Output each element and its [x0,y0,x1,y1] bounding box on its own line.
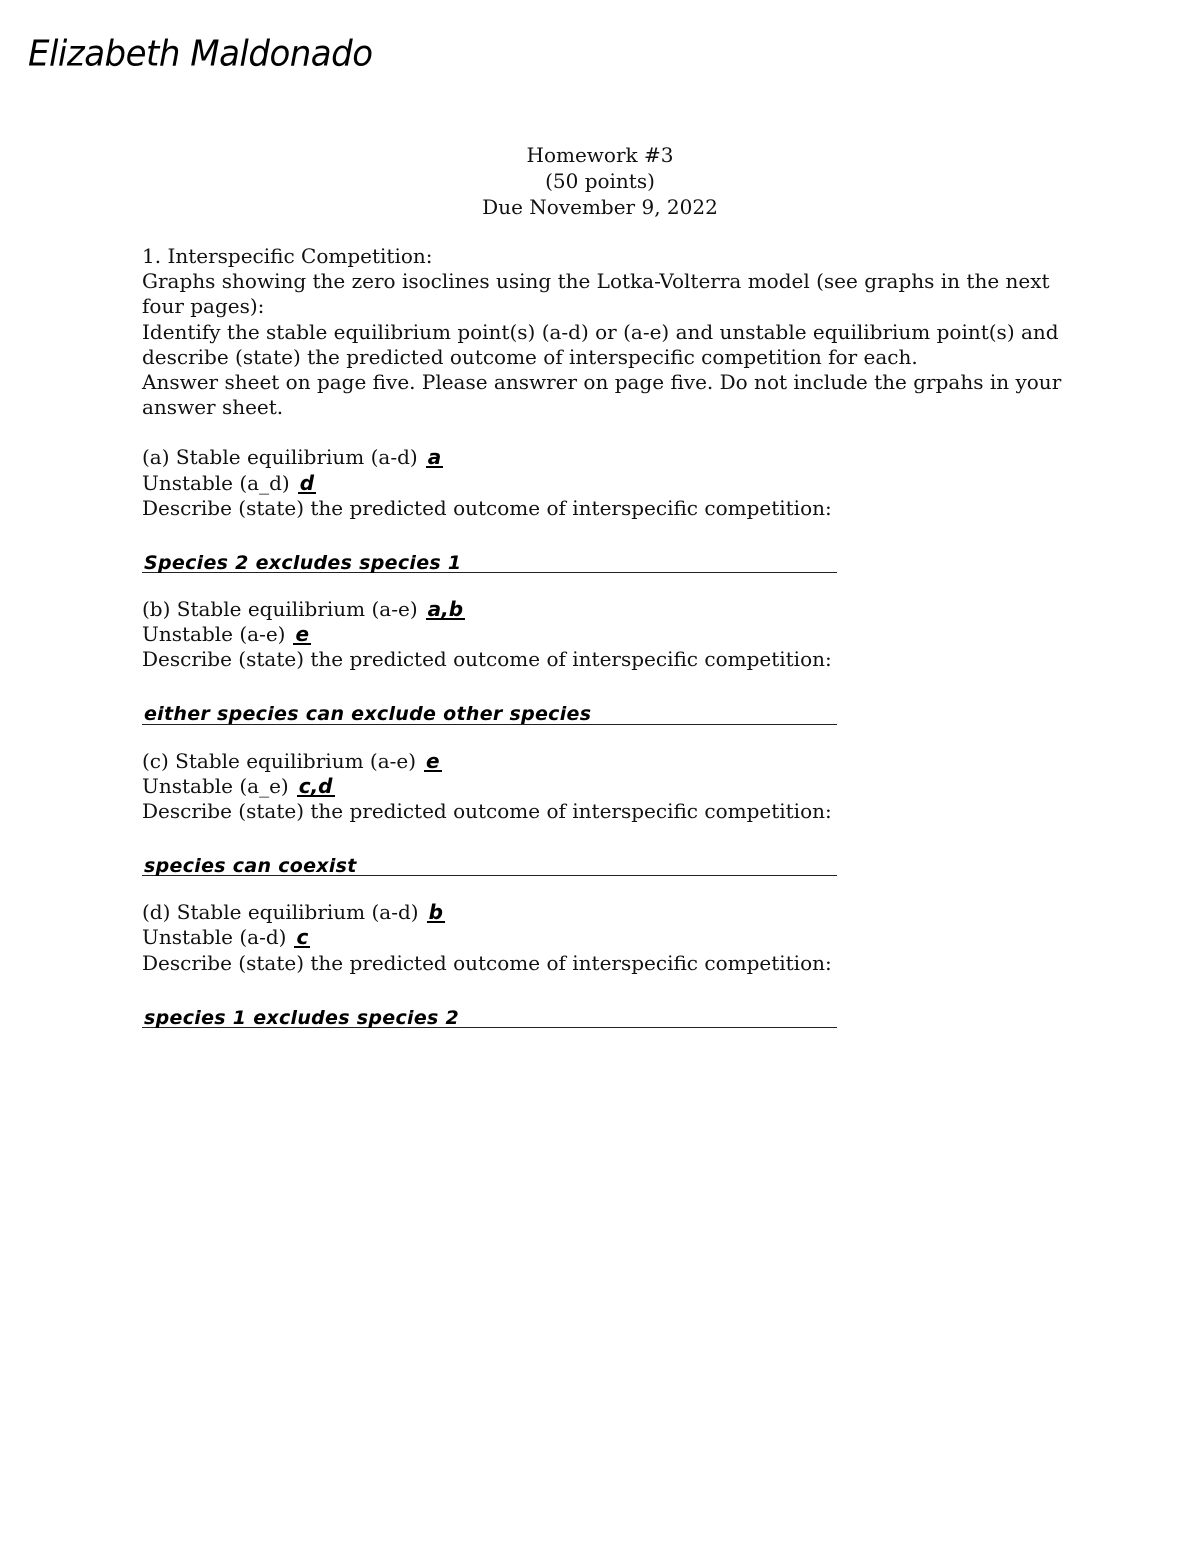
answer-line [142,1003,837,1028]
describe-label: Describe (state) the predicted outcome of interspecific competition: [142,647,832,672]
student-name: Elizabeth Maldonado [28,33,373,75]
stable-answer: e [426,748,440,773]
unstable-row [142,925,1062,950]
describe-label: Describe (state) the predicted outcome of interspecific competition: [142,495,832,520]
unstable-row [142,471,1062,496]
unstable-row [142,622,1062,647]
unstable-row [142,774,1062,799]
stable-row [142,900,1062,925]
instruction-line: Answer sheet on page five. Please answrer on page five. Do not include the grpahs in your answer sheet. [142,370,1062,420]
stable-label: (a) Stable equilibrium (a-d) [142,445,418,470]
homework-title: Homework #3 [526,143,674,167]
due-date: Due November 9, 2022 [482,195,718,219]
outcome-answer: species 1 excludes species 2 [144,1006,460,1029]
answer-line [142,851,837,876]
unstable-label: Unstable (a_e) [142,773,289,798]
question-a [142,445,1062,573]
unstable-label: Unstable (a_d) [142,470,290,495]
document-body [142,244,1062,1052]
stable-row [142,597,1062,622]
question-d [142,900,1062,1028]
instructions [142,244,1062,420]
stable-row [142,749,1062,774]
stable-answer: b [428,900,443,925]
document-header [0,142,1200,220]
outcome-answer: either species can exclude other species [144,703,592,726]
unstable-label: Unstable (a-d) [142,925,287,950]
describe-label: Describe (state) the predicted outcome of interspecific competition: [142,950,832,975]
outcome-answer: species can coexist [144,855,357,878]
answer-line [142,548,837,573]
stable-label: (c) Stable equilibrium (a-e) [142,748,417,773]
stable-row [142,445,1062,470]
question-b [142,597,1062,725]
unstable-answer: c,d [298,773,333,798]
points-label: (50 points) [545,169,655,193]
instruction-line: Graphs showing the zero isoclines using the Lotka-Volterra model (see graphs in the next four pages): [142,269,1050,319]
unstable-answer: c [296,925,309,950]
outcome-answer: Species 2 excludes species 1 [144,551,462,574]
unstable-label: Unstable (a-e) [142,622,286,647]
unstable-answer: d [299,470,315,495]
describe-label: Describe (state) the predicted outcome of interspecific competition: [142,799,832,824]
question-c [142,749,1062,877]
unstable-answer: e [295,622,310,647]
section-heading: 1. Interspecific Competition: [142,244,433,268]
answer-line [142,700,837,725]
stable-label: (d) Stable equilibrium (a-d) [142,900,419,925]
stable-answer: a,b [427,597,464,622]
instruction-line: Identify the stable equilibrium point(s) (a-d) or (a-e) and unstable equilibrium point(s) and describe (state) the predicted outcome of interspecific competition for each. [142,319,1059,369]
stable-answer: a [427,445,442,470]
stable-label: (b) Stable equilibrium (a-e) [142,597,418,622]
